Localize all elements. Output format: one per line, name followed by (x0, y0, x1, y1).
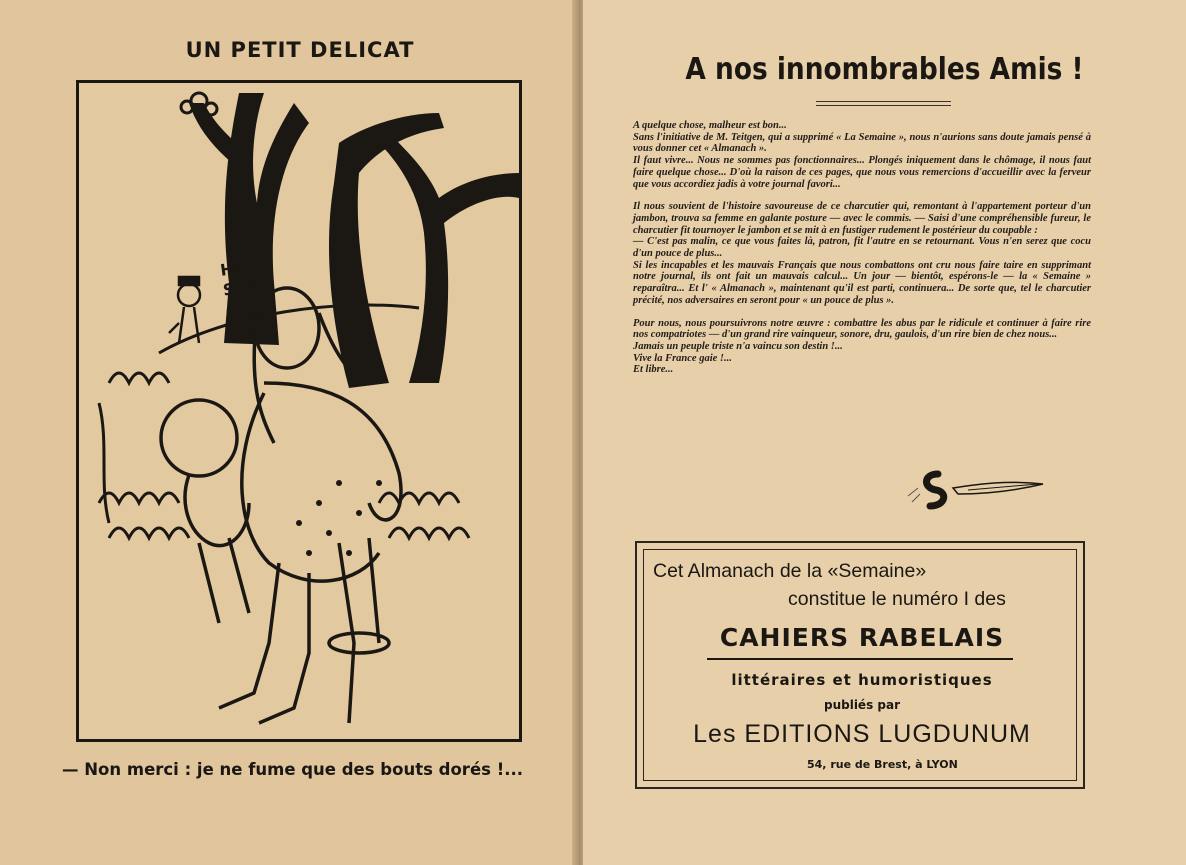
quill-signature-icon (898, 466, 1048, 516)
editorial-letter (633, 120, 1091, 376)
headline-rule-top (816, 101, 951, 102)
letter-paragraph: Vive la France gaie !... (633, 352, 732, 364)
cartoon-illustration (76, 80, 522, 742)
series-title: CAHIERS RABELAIS (719, 623, 1005, 652)
letter-paragraph: Il nous souvient de l'histoire savoureuse de ce charcutier qui, remontant à l'appartement porteur d'un jambon, trouva sa femme en galante posture — avec le commis. — Saisi d'une compréhensible fureur, le charcutier fit tournoyer le jambon et se mit à en fustiger rudement le postérieur du coupable : (633, 201, 1091, 236)
cartoon-drawing (79, 83, 519, 739)
letter-paragraph: Jamais un peuple triste n'a vaincu son destin !... (633, 340, 843, 352)
notice-line-1: Cet Almanach de la «Semaine» (653, 560, 927, 582)
left-page (0, 0, 578, 865)
letter-paragraph: A quelque chose, malheur est bon... (633, 120, 787, 131)
letter-paragraph: Si les incapables et les mauvais Français que nous combattons ont cru nous faire taire en supprimant notre journal, ils ont fait un mauvais calcul... Un jour — bientôt, espérons-le — la « Semaine » reparaîtra... Et l' « Almanach », maintenant qu'il est parti, continuera... De sorte que, tel le charcutier précité, nos adversaires en seront pour « un pouce de plus ». (633, 259, 1091, 306)
artist-signature (219, 256, 267, 321)
published-by: publiés par (823, 698, 900, 712)
signature-line-2: SAN (221, 275, 262, 300)
cartoon-caption: — Non merci : je ne fume que des bouts dorés !... (62, 760, 524, 779)
signature-line-1: HOI (219, 256, 255, 280)
cartoon-title: UN PETIT DELICAT (185, 38, 415, 62)
right-page (583, 0, 1186, 865)
publisher-address: 54, rue de Brest, à LYON (807, 758, 958, 771)
notice-line-2: constitue le numéro I des (788, 588, 1006, 610)
paragraph-gap (633, 190, 1091, 201)
trees (189, 93, 519, 388)
publication-notice-box (635, 541, 1085, 789)
letter-paragraph: — C'est pas malin, ce que vous faites là, patron, fit l'autre en se retournant. Vous n'en serez que cocu d'un pouce de plus... (633, 236, 1091, 260)
letter-paragraph: Et libre... (633, 364, 674, 376)
publisher-name: Les EDITIONS LUGDUNUM (693, 720, 1031, 748)
letter-paragraph: Sans l'initiative de M. Teitgen, qui a supprimé « La Semaine », nous n'aurions sans doute jamais pensé à vous donner cet « Almanach ». (633, 131, 1091, 155)
headline-rule-bottom (816, 105, 951, 106)
page-headline: A nos innombrables Amis ! (685, 52, 1084, 87)
letter-paragraph: Pour nous, nous poursuivrons notre œuvre : combattre les abus par le ridicule et continuer à faire rire nos compatriotes — d'un grand rire vainqueur, sonore, dru, gaulois, d'un rire bien de chez nous... (633, 317, 1091, 341)
letter-paragraph: Il faut vivre... Nous ne sommes pas fonctionnaires... Plongés iniquement dans le chômage, il nous faut faire quelque chose... D'où la raison de ces pages, que nous vous remercions d'accueillir avec la ferveur que vous accordiez jadis à votre journal favori... (633, 155, 1091, 190)
hedge (99, 373, 469, 538)
baby (161, 400, 249, 623)
series-subtitle: littéraires et humoristiques (731, 671, 993, 689)
paragraph-gap (633, 307, 1091, 318)
series-underline (707, 658, 1013, 660)
signature-line-3: — (224, 298, 244, 320)
